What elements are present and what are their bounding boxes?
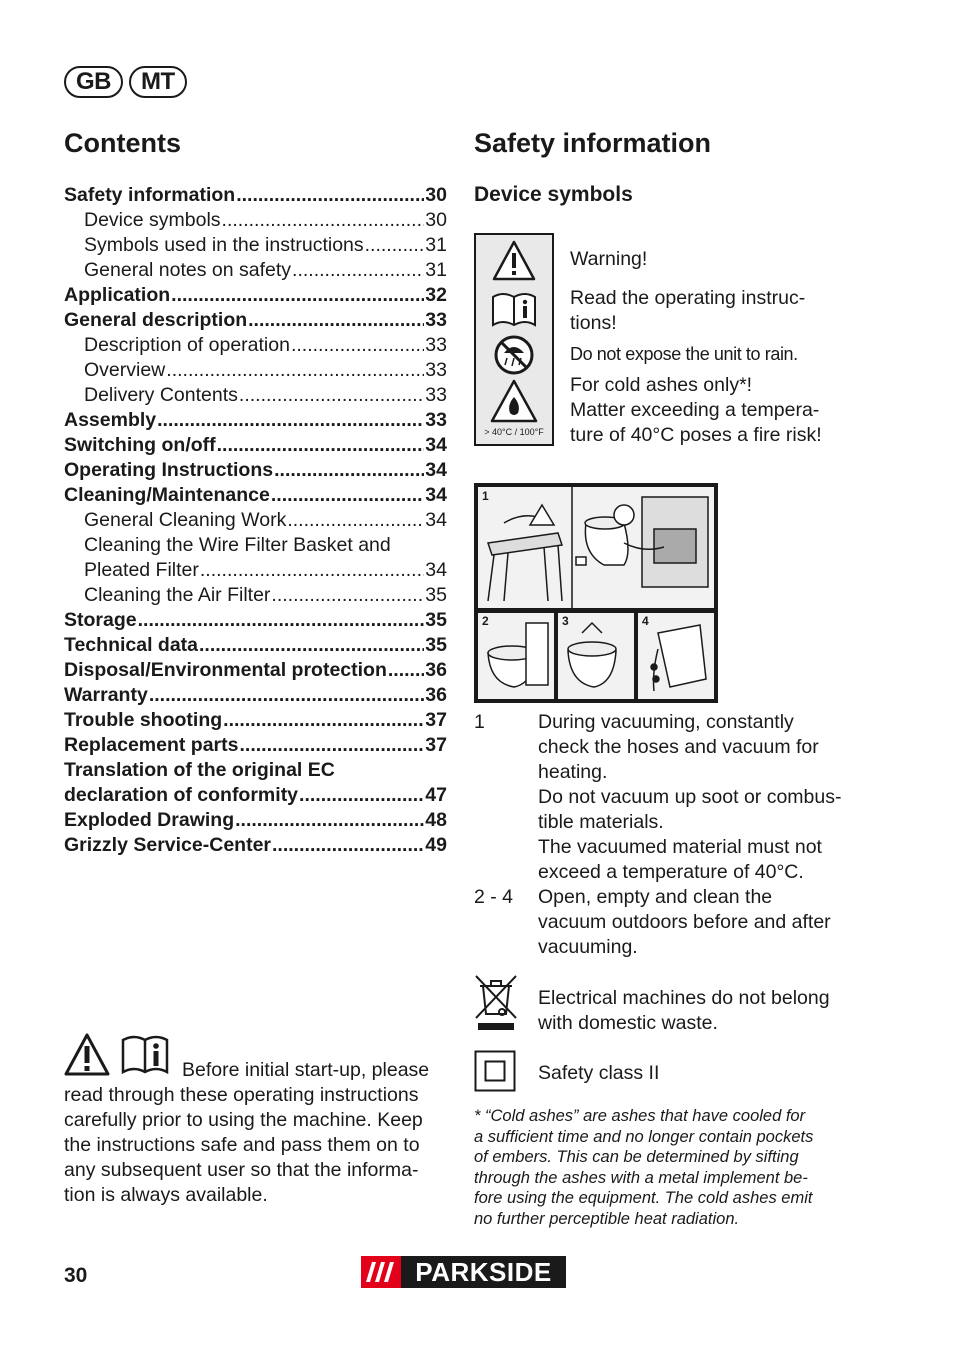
toc-item-page: 33 (425, 359, 447, 381)
toc-item-page: 36 (425, 684, 447, 706)
toc-item (64, 258, 447, 283)
toc-item-label: Exploded Drawing (64, 809, 235, 831)
toc-item-label: Description of operation (84, 334, 290, 356)
toc-item-label: General notes on safety (84, 259, 292, 281)
toc-item (64, 358, 447, 383)
toc-item-leader (248, 308, 424, 333)
toc-item-label: Device symbols (84, 209, 221, 231)
read-manual-icon (120, 1032, 170, 1078)
symbol-warning-text: Warning! (570, 248, 648, 270)
toc-item-label: General Cleaning Work (84, 509, 287, 531)
figure-number-4: 4 (642, 614, 649, 628)
page-number: 30 (64, 1264, 88, 1287)
device-symbols-title: Device symbols (474, 183, 633, 206)
toc-item-leader (235, 808, 424, 833)
legend-number-1: 1 (474, 711, 485, 733)
warning-triangle-icon (64, 1032, 110, 1078)
footnote-line-1: * “Cold ashes” are ashes that have cooled for (474, 1107, 806, 1125)
legend-text-1 (538, 710, 868, 885)
legend-2-line-2: vacuum outdoors before and after (538, 911, 831, 933)
toc-item (64, 583, 447, 608)
toc-item-label: Trouble shooting (64, 709, 223, 731)
toc-item-label: Translation of the original EC (64, 759, 335, 781)
toc-item-label: declaration of conformity (64, 784, 299, 806)
legend-1-line-6: The vacuumed material must not (538, 836, 822, 858)
toc-item-page: 34 (425, 434, 447, 456)
footnote-line-6: no further perceptible heat radiation. (474, 1209, 740, 1228)
toc-item-page: 30 (425, 209, 447, 231)
legend-1-line-1: During vacuuming, constantly (538, 711, 794, 733)
toc-item-leader (171, 283, 424, 308)
toc-item-page: 48 (425, 809, 447, 831)
toc-item (64, 633, 447, 658)
logo-brand-text: PARKSIDE (415, 1256, 552, 1287)
toc-item-page: 47 (425, 784, 447, 806)
legend-text-2 (538, 885, 868, 960)
language-badge-mt: MT (129, 66, 187, 98)
toc-item-leader (138, 608, 425, 633)
toc-item-page: 32 (425, 284, 447, 306)
toc-item-page: 34 (425, 484, 447, 506)
logo-stripes (361, 1256, 401, 1288)
toc-item-label: Pleated Filter (84, 559, 199, 581)
toc-item-page: 34 (425, 559, 447, 581)
toc-item-label: Assembly (64, 409, 157, 431)
toc-item (64, 458, 447, 483)
footnote-line-3: of embers. This can be determined by sifting (474, 1148, 799, 1166)
toc-item-page: 49 (425, 834, 447, 856)
legend-item-2 (474, 885, 874, 960)
toc-item-page: 37 (425, 734, 447, 756)
safety-class-text: Safety class II (538, 1062, 660, 1084)
toc-item-page: 35 (425, 609, 447, 631)
symbol-rain-text: Do not expose the unit to rain. (570, 344, 798, 364)
note-line-4: the instructions safe and pass them on to (64, 1134, 420, 1156)
language-badge-gb: GB (64, 66, 123, 98)
toc-item-leader (271, 583, 424, 608)
toc-item-page: 34 (425, 509, 447, 531)
toc-item-leader (166, 358, 424, 383)
symbol-ash-line-2: Matter exceeding a tempera- (570, 399, 820, 421)
toc-item (64, 433, 447, 458)
toc-item-page: 33 (425, 384, 447, 406)
toc-item-label: General description (64, 309, 248, 331)
note-line-1: Before initial start-up, please (182, 1059, 430, 1081)
legend-2-line-1: Open, empty and clean the (538, 886, 773, 908)
toc-item-page: 35 (425, 634, 447, 656)
toc-item-leader (287, 508, 424, 533)
toc-item (64, 658, 447, 683)
toc-item-page: 36 (425, 659, 447, 681)
legend-2-line-3: vacuuming. (538, 936, 638, 958)
toc-item-leader (388, 658, 424, 683)
toc-item-leader (149, 683, 424, 708)
symbol-ash-line-1: For cold ashes only*! (570, 374, 753, 396)
toc-item-label: Technical data (64, 634, 199, 656)
toc-item (64, 283, 447, 308)
footnote-line-4: through the ashes with a metal implement be- (474, 1168, 808, 1187)
toc-item-leader (272, 833, 424, 858)
symbol-read-line-2: tions! (570, 312, 617, 334)
toc-item-leader (222, 208, 425, 233)
toc-item-leader (291, 333, 424, 358)
note-line-5: any subsequent user so that the informa- (64, 1159, 419, 1181)
toc-item (64, 608, 447, 633)
logo-stripes-graphic (366, 1262, 396, 1282)
toc-item-label: Storage (64, 609, 137, 631)
weee-line-1: Electrical machines do not belong (538, 987, 830, 1009)
symbol-read-line-1: Read the operating instruc- (570, 287, 806, 309)
footnote-line-2: a sufficient time and no longer contain pockets (474, 1127, 814, 1146)
toc-item-label: Cleaning the Wire Filter Basket and (84, 534, 391, 556)
legend-number-2: 2 - 4 (474, 886, 514, 908)
toc-item-leader (239, 383, 424, 408)
legend-1-line-4: Do not vacuum up soot or combus- (538, 786, 842, 808)
toc-item-page: 31 (425, 259, 447, 281)
toc-item-leader (200, 558, 424, 583)
toc-item-leader (157, 408, 424, 433)
toc-item-label: Cleaning the Air Filter (84, 584, 271, 606)
symbol-read-text (570, 286, 860, 336)
toc-item-label: Warranty (64, 684, 148, 706)
toc-item-leader (223, 708, 424, 733)
toc-item (64, 683, 447, 708)
device-symbols-panel (474, 233, 554, 446)
legend-1-line-3: heating. (538, 761, 608, 783)
toc-item-page: 30 (425, 184, 447, 206)
toc-item (64, 508, 447, 533)
usage-illustration-graphic (474, 483, 718, 703)
toc-item (64, 533, 447, 558)
cold-ashes-footnote (474, 1106, 859, 1229)
toc-item-label: Delivery Contents (84, 384, 238, 406)
toc-item-leader (271, 483, 424, 508)
note-line-3: carefully prior to using the machine. Keep (64, 1109, 423, 1131)
figure-number-1: 1 (482, 489, 489, 503)
crossed-out-bin-icon (474, 974, 518, 1032)
toc-item-label: Overview (84, 359, 166, 381)
toc-item-label: Disposal/Environmental protection (64, 659, 387, 681)
toc-item-page: 37 (425, 709, 447, 731)
language-badges (64, 66, 187, 98)
weee-text (538, 986, 868, 1036)
toc-item-page: 33 (425, 409, 447, 431)
figure-number-3: 3 (562, 614, 569, 628)
note-line-2: read through these operating instructions (64, 1084, 419, 1106)
toc-item (64, 733, 447, 758)
toc-item-leader (292, 258, 424, 283)
no-rain-symbol-icon (496, 337, 532, 373)
toc-item-label: Safety information (64, 184, 236, 206)
legend-item-1 (474, 710, 874, 885)
toc-item-label: Switching on/off (64, 434, 216, 456)
temperature-label: > 40°C / 100°F (484, 427, 544, 437)
toc-item (64, 208, 447, 233)
legend-1-line-2: check the hoses and vacuum for (538, 736, 819, 758)
toc-item (64, 333, 447, 358)
footnote-line-5: fore using the equipment. The cold ashes emit (474, 1189, 813, 1207)
figure-number-2: 2 (482, 614, 489, 628)
toc-item-label: Replacement parts (64, 734, 239, 756)
toc-item-page: 33 (425, 334, 447, 356)
toc-item-page: 33 (425, 309, 447, 331)
toc-item-label: Cleaning/Maintenance (64, 484, 270, 506)
toc-item (64, 758, 447, 783)
toc-item-leader (217, 433, 425, 458)
toc-item-label: Symbols used in the instructions (84, 234, 364, 256)
toc-item (64, 408, 447, 433)
toc-item-page: 31 (425, 234, 447, 256)
weee-line-2: with domestic waste. (538, 1012, 718, 1034)
toc-item (64, 383, 447, 408)
toc-item-leader (365, 233, 425, 258)
device-symbols-graphic (476, 235, 552, 444)
toc-item-label: Operating Instructions (64, 459, 274, 481)
book-symbol-icon (493, 294, 535, 325)
toc-item-leader (274, 458, 424, 483)
safety-class-ii-icon (474, 1050, 516, 1092)
toc-item (64, 833, 447, 858)
usage-illustration (474, 483, 718, 703)
toc-item-page: 34 (425, 459, 447, 481)
table-of-contents (64, 183, 447, 858)
toc-item-label: Application (64, 284, 171, 306)
toc-item (64, 183, 447, 208)
symbol-ash-line-3: ture of 40°C poses a fire risk! (570, 424, 822, 446)
toc-item-leader (236, 183, 424, 208)
contents-title: Contents (64, 128, 181, 158)
toc-item (64, 708, 447, 733)
initial-startup-note (64, 1032, 449, 1208)
legend-1-line-7: exceed a temperature of 40°C. (538, 861, 804, 883)
toc-item (64, 233, 447, 258)
toc-item-label: Grizzly Service-Center (64, 834, 272, 856)
toc-item-leader (199, 633, 424, 658)
toc-item (64, 558, 447, 583)
toc-item (64, 808, 447, 833)
toc-item (64, 483, 447, 508)
toc-item (64, 308, 447, 333)
parkside-logo (361, 1256, 566, 1288)
toc-item-page: 35 (425, 584, 447, 606)
toc-item-leader (299, 783, 424, 808)
note-line-6: tion is always available. (64, 1184, 268, 1206)
symbol-ash-text (570, 373, 860, 448)
safety-title: Safety information (474, 128, 712, 158)
legend-1-line-5: tible materials. (538, 811, 664, 833)
toc-item-leader (239, 733, 424, 758)
note-icons (64, 1032, 170, 1078)
toc-item (64, 783, 447, 808)
